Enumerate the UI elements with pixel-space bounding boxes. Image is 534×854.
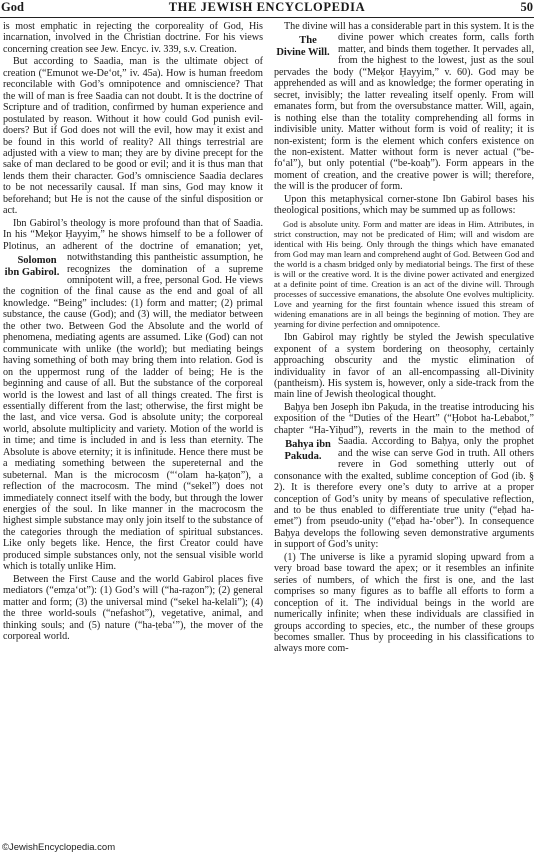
- header-page-number: 50: [520, 0, 533, 14]
- paragraph-text: Ibn Gabirol’s theology is more profound than that of Saadia. In his “Meḳor Ḥayyim,” he shows himself to be a follower of Plotinus, an adherent of the doctrine of emanation; yet, notwithstanding this: [3, 217, 263, 264]
- summary-paragraph: God is absolute unity. Form and matter are ideas in Him. Attributes, in strict construction, may not be predicated of Him; will and wisdom are identical with His being. Only through the things which have emanated from God may man learn and comprehend aught of God. Between God and the world is a chasm bridged only by mediatorial beings. The first of these is will or the creative word. It is the divine power activated and energized at a definite point of time. Creation is an act of the divine will. Through processes of successive emanations, the absolute One evolves multiplicity. Love and yearning for the first fountain whence issued this stream of widening emanations are in all beings the beginning of motion. They are yearning for divine perfection and omnipotence.: [274, 218, 534, 330]
- left-column: [3, 21, 263, 642]
- paragraph-text: Baḥya ben Joseph ibn Paḳuda, in the treatise introducing his exposition of the “Duties of the Heart” (“Ḥobot ha-Lebabot,” chapter “Ha-Yiḥud”), reverts in the main to the method of Saadia. According to: [274, 401, 534, 448]
- header-article-title: God: [1, 0, 24, 14]
- side-heading-divine-will: The Divine Will.: [276, 35, 330, 59]
- side-heading-solomon-ibn-gabirol: Solomon ibn Gabirol.: [4, 255, 60, 279]
- paragraph: Between the First Cause and the world Gabirol places five mediators (“emẓa‘ot”): (1) God’s will (“ha-raẓon”); (2) general matter and form; (3) the universal mind (“sekel ha-kelali”); (4) the three world-souls (“nefashot”), vegetative, animal, and thinking souls; and (5) nature (“ha-ṭeba‘”), the mover of the corporeal world.: [3, 573, 263, 643]
- paragraph: [274, 402, 534, 551]
- paragraph: is most emphatic in rejecting the corporeality of God, His incarnation, involved in the Christian doctrine. For his views concerning creation see Jew. Encyc. iv. 339, s.v. Creation.: [3, 21, 263, 55]
- paragraph: [274, 21, 534, 193]
- side-heading-bahya-ibn-pakuda: Bahya ibn Pakuda.: [284, 439, 331, 463]
- paragraph-text: The divine will has a considerable part in this system. It is the divine power which creates form,: [284, 21, 534, 44]
- paragraph: Upon this metaphysical corner-stone Ibn Gabirol bases his theological positions, which may be summed up as follows:: [274, 193, 534, 217]
- right-column: [274, 21, 534, 655]
- paragraph-text: calls forth matter, and binds them together. It pervades all, from the highest to the lowest, just as the soul pervades the body (“Meḳor Ḥayyim,” v. 60). God may be apprehended as will and as knowledge; the former operating in secret, invisibly; the latter revealing itself openly. From will emanates form, but from the oversubstance matter. Will, again, is nothing else than the totality comprehending all forms in indivisible unity. Matter without form is void of reality; it is non-existent; form is the element which confers existence on the non-existent. Matter without form is never actual (“be-fo‘al”), but only potential (“be-koaḥ”). Form appears in the moment of creation, and the creative power is will; therefore, the will is the producer of form.: [274, 32, 534, 193]
- header-publication-title: THE JEWISH ENCYCLOPEDIA: [168, 0, 366, 14]
- paragraph: Ibn Gabirol may rightly be styled the Jewish speculative exponent of a system bordering on theosophy, certainly approaching obscurity and the mystic elimination of individuality in favor of an all-encompassing all-Divinity (pantheism). His system is, however, only a side-track from the main line of Jewish theological thought.: [274, 332, 534, 401]
- paragraph-text: pantheistic assumption, he recognizes the domination of a supreme omnipotent will, a free, personal God. He views the cognition of the final cause as the end and goal of all knowledge. “Being” includes: (1) form and matter; (2) primal substance, the cause (God); and (3) will, the mediator between the other two. Between God the Absolute and the world of phenomena, mediating agents are assumed. Like (God) can not communicate with unlike (the world); but mediating beings having something of both may bring them into relation. God is on the uppermost rung of the ladder of being; He is the beginning and cause of all. But the substance of the corporeal world is the lowest and last of all things created. The first is essentially different from the last; otherwise, the first might be the last, and vice versa. God is absolute unity; the corporeal world, absolute multiplicity and variety. Motion of the world is in time; and time is included in and is less than eternity. The Absolute is above eternity; it is infinitude. Hence there must be a mediating something between the supereternal and the subeternal. Man is the microcosm (“‘olam ha-ḳaṭon”), a reflection of the macrocosm. The mind (“sekel”) does not immediately connect itself with the body, but through the lower energies of the soul. In like manner in the macrocosm the highest simple substance may only join itself to the substance of the categories through the mediation of spiritual substances. Like only begets like. Hence, the first Creator could have produced simple substances only, not the sensual visible world which is totally unlike Him.: [3, 252, 263, 573]
- paragraph: (1) The universe is like a pyramid sloping upward from a very broad base toward the apex; or it resembles an infinite series of numbers, of which the first is one, and the last comprises so many figures as to baffle all efforts to form a conception of it. The individual beings in the world are numerically infinite; when these individuals are classified in groups according to species, etc., the number of these groups becomes smaller. Thus by proceeding in his classifications to always more com-: [274, 551, 534, 655]
- paragraph: But according to Saadia, man is the ultimate object of creation (“Emunot we-De‘ot,” iv. 45a). How is human freedom reconcilable with God’s omnipotence and omniscience? That the will of man is free Saadia can not doubt. It is the doctrine of Scripture and of tradition, confirmed by human experience and postulated by reason. Without it how could God punish evil-doers? But if God does not will the evil, how may it exist and be found in this world of reality? All things terrestrial are adjusted with a view to man; they are by divine precept for the sake of man declared to be good or evil; and it is thus man that lends them their character. God’s omniscience Saadia declares to be not necessarily causal. If man sins, God may know it beforehand; but He is not the cause of the sinful disposition or act.: [3, 56, 263, 217]
- paragraph: [3, 218, 263, 573]
- paragraph-text: Baḥya, only the prophet and the wise can serve God in truth. All others revere in God something utterly out of consonance with the exalted, sublime conception of God (ib. § 2). It is therefore every one’s duty to arrive at a proper conception of God’s unity by means of speculative reflection, and to be thus enabled to differentiate true unity (“eḥad ha-emet”) from pseudo-unity (“eḥad ha-‘ober”). In consequence Baḥya develops the following seven demonstrative arguments in support of God’s unity:: [274, 436, 534, 551]
- page-header: [0, 0, 534, 18]
- copyright-footer: ©JewishEncyclopedia.com: [2, 842, 116, 853]
